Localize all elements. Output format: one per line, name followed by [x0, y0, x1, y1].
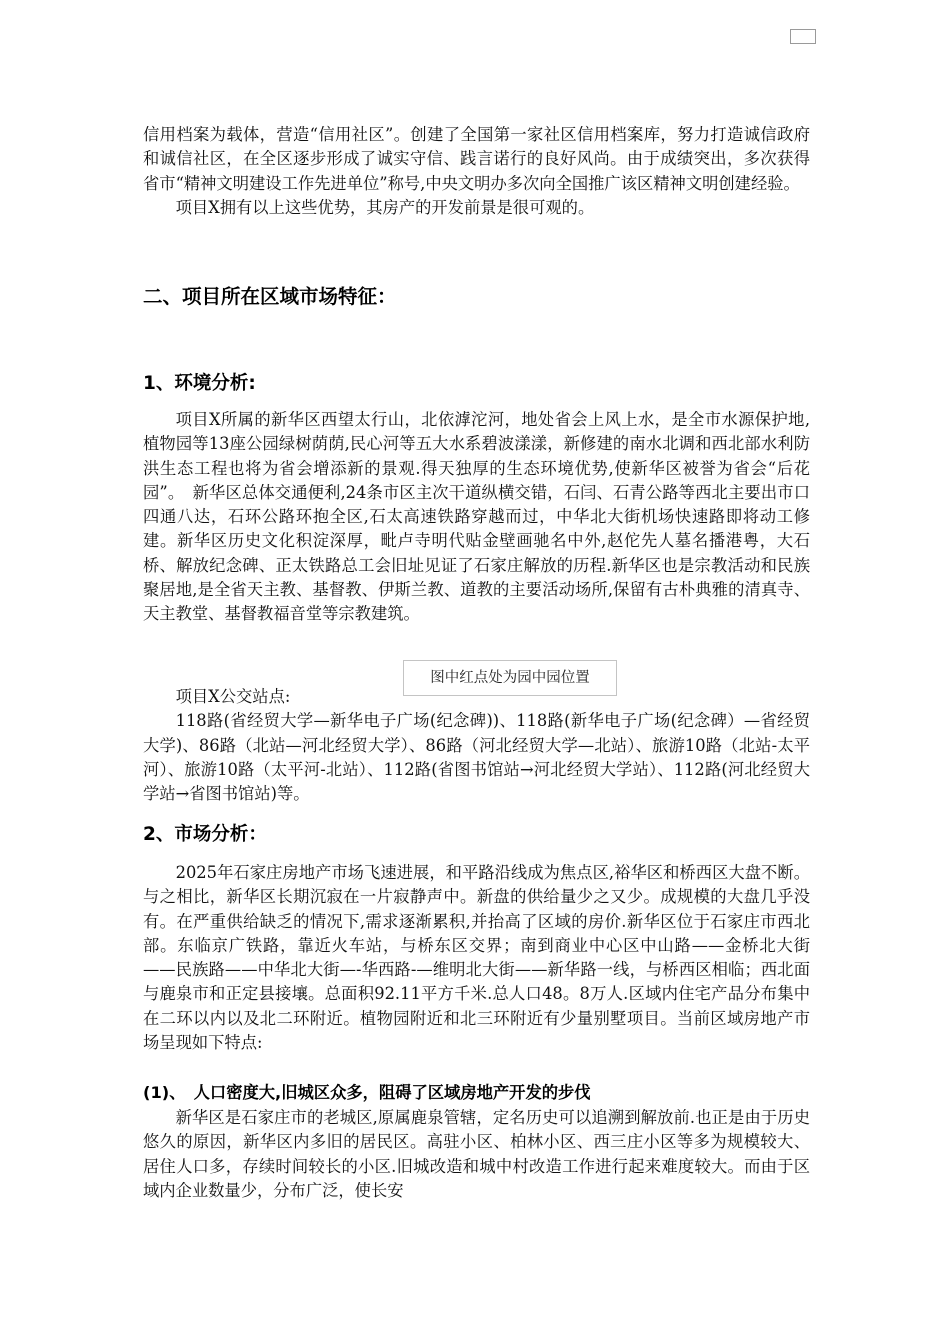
header-marker-box	[790, 29, 816, 44]
heading-environment-analysis: 1、环境分析:	[143, 373, 256, 394]
environment-paragraph: 项目X所属的新华区西望太行山，北依滹沱河，地处省会上风上水，是全市水源保护地,植物园等13座公园绿树荫荫,民心河等五大水系碧波漾漾，新修建的南水北调和西北部水利防洪生态工程也将为省会增添新的景观.得天独厚的生态环境优势,使新华区被誉为省会“后花园”。 新华区总体交通便利,24条市区主次干道纵横交错，石闫、石青公路等西北主要出市口四通八达，石环公路环抱全区,石太高速铁路穿越而过，中华北大街机场快速路即将动工修建。新华区历史文化积淀深厚，毗卢寺明代贴金壁画驰名中外,赵佗先人墓名播港粤，大石桥、解放纪念碑、正太铁路总工会旧址见证了石家庄解放的历程.新华区也是宗教活动和民族聚居地,是全省天主教、基督教、伊斯兰教、道教的主要活动场所,保留有古朴典雅的清真寺、天主教堂、基督教福音堂等宗教建筑。	[143, 410, 810, 624]
bus-stops-label: 项目X公交站点:	[175, 687, 291, 706]
environment-section	[143, 408, 810, 627]
point-1-paragraph: 新华区是石家庄市的老城区,原属鹿泉管辖，定名历史可以追溯到解放前.也正是由于历史悠久的原因，新华区内多旧的居民区。高驻小区、柏林小区、西三庄小区等多为规模较大、居住人口多，存续时间较长的小区.旧城改造和城中村改造工作进行起来难度较大。而由于区域内企业数量少，分布广泛，使长安	[143, 1108, 810, 1200]
market-section	[143, 861, 810, 1055]
market-paragraph: 2025年石家庄房地产市场飞速进展，和平路沿线成为焦点区,裕华区和桥西区大盘不断。与之相比，新华区长期沉寂在一片寂静声中。新盘的供给量少之又少。成规模的大盘几乎没有。在严重供给缺乏的情况下,需求逐渐累积,并抬高了区域的房价.新华区位于石家庄市西北部。东临京广铁路，靠近火车站，与桥东区交界；南到商业中心区中山路——金桥北大街——民族路——中华北大街—-华西路-—维明北大街——新华路一线，与桥西区相临；西北面与鹿泉市和正定县接壤。总面积92.11平方千米.总人口48。8万人.区域内住宅产品分布集中在二环以内以及北二环附近。植物园附近和北三环附近有少量别墅项目。当前区域房地产市场呈现如下特点:	[143, 863, 810, 1053]
map-caption: 图中红点处为园中园位置	[403, 660, 617, 696]
intro-conclusion: 项目X拥有以上这些优势，其房产的开发前景是很可观的。	[175, 197, 595, 217]
intro-section	[143, 123, 810, 220]
intro-paragraph: 信用档案为载体，营造“信用社区”。创建了全国第一家社区信用档案库，努力打造诚信政府和诚信社区，在全区逐步形成了诚实守信、践言诺行的良好风尚。由于成绩突出，多次获得省市“精神文明建设工作先进单位”称号,中央文明办多次向全国推广该区精神文明创建经验。	[143, 125, 810, 193]
section-heading-market-features: 二、项目所在区域市场特征：	[143, 285, 397, 308]
point-1-section	[143, 1106, 810, 1203]
point-1-heading: (1)、 人口密度大,旧城区众多，阻碍了区域房地产开发的步伐	[143, 1083, 591, 1102]
bus-routes-paragraph: 118路(省经贸大学—新华电子广场(纪念碑))、118路(新华电子广场(纪念碑）—省经贸大学)、86路（北站—河北经贸大学）、86路（河北经贸大学—北站）、旅游10路（北站-太平河）、旅游10路（太平河-北站）、112路(省图书馆站→河北经贸大学站）、112路(河北经贸大学站→省图书馆站)等。	[143, 711, 810, 804]
bus-section	[143, 685, 810, 806]
heading-market-analysis: 2、市场分析：	[143, 824, 267, 845]
